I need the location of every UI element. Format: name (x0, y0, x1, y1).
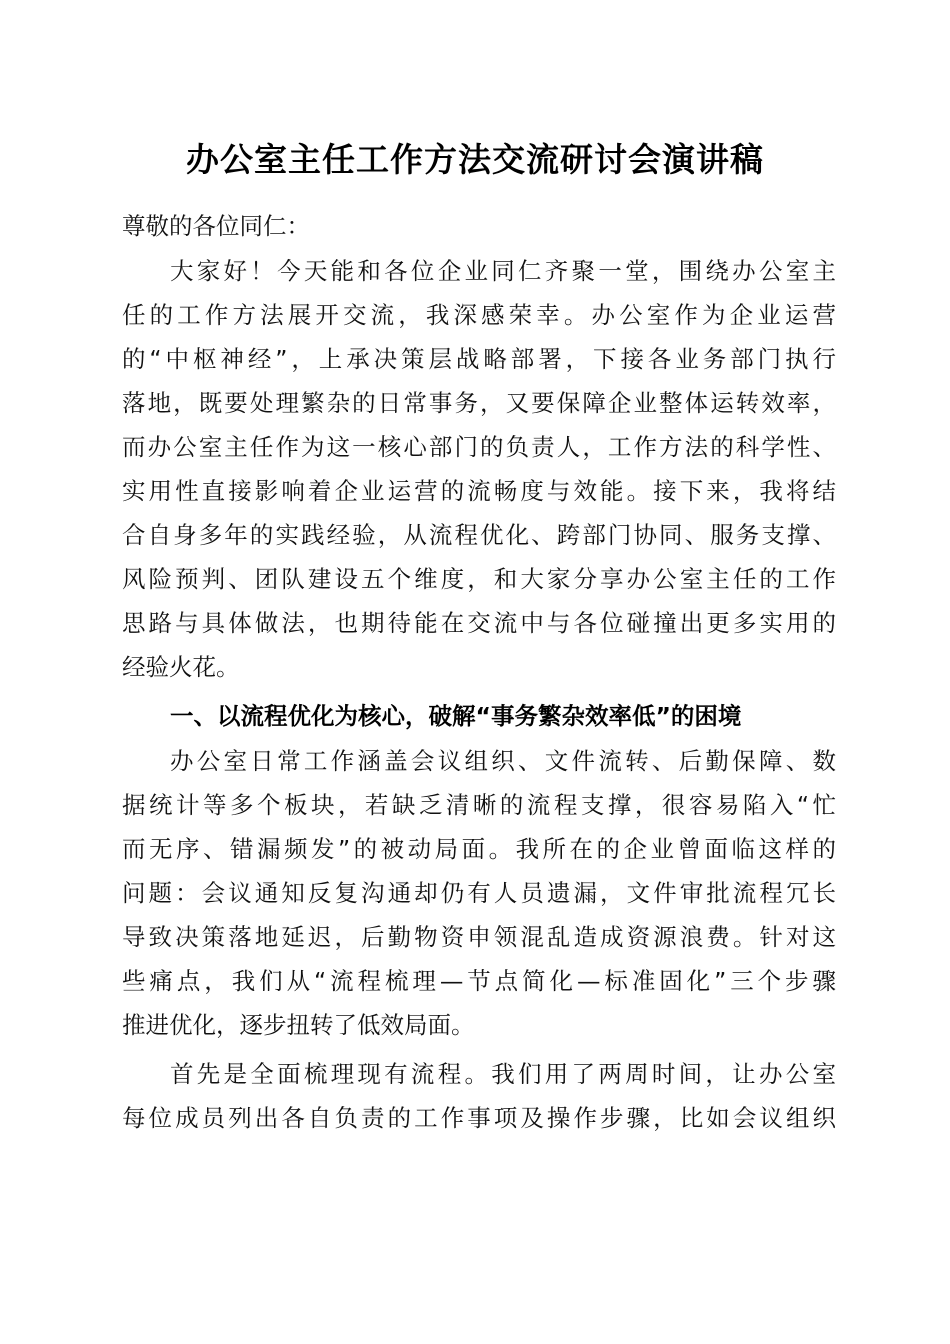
paragraph-line: 实用性直接影响着企业运营的流畅度与效能。接下来，我将结 (122, 477, 836, 505)
paragraph-line: 问题：会议通知反复沟通却仍有人员遗漏，文件审批流程冗长 (122, 879, 836, 907)
paragraph-line: 而办公室主任作为这一核心部门的负责人，工作方法的科学性、 (122, 433, 836, 461)
paragraph-line: 落地，既要处理繁杂的日常事务，又要保障企业整体运转效率， (122, 389, 836, 417)
salutation: 尊敬的各位同仁： (122, 212, 310, 240)
paragraph-line: 思路与具体做法，也期待能在交流中与各位碰撞出更多实用的 (122, 609, 836, 637)
paragraph-line: 推进优化，逐步扭转了低效局面。 (122, 1011, 475, 1039)
paragraph-line: 的“中枢神经”，上承决策层战略部署，下接各业务部门执行 (122, 345, 836, 373)
paragraph-line: 任的工作方法展开交流，我深感荣幸。办公室作为企业运营 (122, 301, 836, 329)
paragraph-line: 办公室日常工作涵盖会议组织、文件流转、后勤保障、数 (170, 747, 836, 775)
paragraph-line: 经验火花。 (122, 653, 240, 681)
paragraph-line: 风险预判、团队建设五个维度，和大家分享办公室主任的工作 (122, 565, 836, 593)
paragraph-line: 导致决策落地延迟，后勤物资申领混乱造成资源浪费。针对这 (122, 923, 836, 951)
paragraph-line: 合自身多年的实践经验，从流程优化、跨部门协同、服务支撑、 (122, 521, 836, 549)
paragraph-line: 据统计等多个板块，若缺乏清晰的流程支撑，很容易陷入“忙 (122, 791, 836, 819)
paragraph-line: 首先是全面梳理现有流程。我们用了两周时间，让办公室 (170, 1060, 836, 1088)
paragraph-line: 而无序、错漏频发”的被动局面。我所在的企业曾面临这样的 (122, 835, 836, 863)
paragraph-line: 大家好！今天能和各位企业同仁齐聚一堂，围绕办公室主 (170, 257, 836, 285)
paragraph-line: 些痛点，我们从“流程梳理—节点简化—标准固化”三个步骤 (122, 967, 836, 995)
document-title: 办公室主任工作方法交流研讨会演讲稿 (186, 140, 764, 179)
section-heading: 一、以流程优化为核心，破解“事务繁杂效率低”的困境 (170, 702, 742, 730)
paragraph-line: 每位成员列出各自负责的工作事项及操作步骤，比如会议组织 (122, 1104, 836, 1132)
